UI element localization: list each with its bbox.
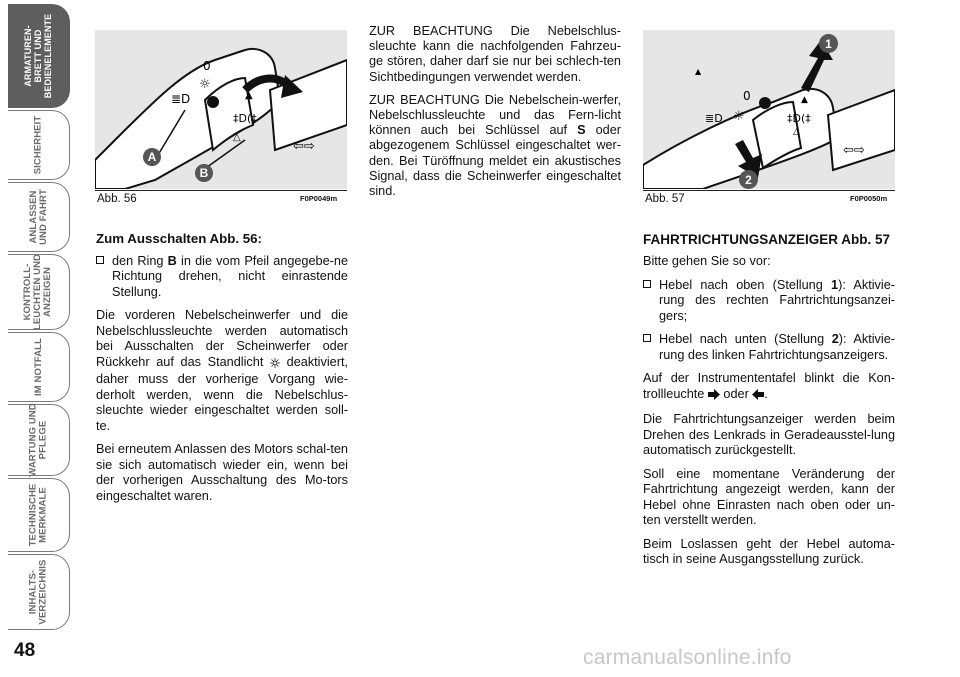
turn-signal-lever-illustration (643, 30, 895, 189)
tab-label: IM NOTFALL (32, 338, 44, 396)
svg-text:☼: ☼ (199, 77, 211, 92)
svg-text:△: △ (233, 132, 241, 143)
tab-label: KONTROLL- LEUCHTEN UND ANZEIGEN (22, 253, 54, 331)
svg-text:⇦⇨: ⇦⇨ (293, 139, 315, 154)
callout-a: A (143, 148, 161, 166)
left-arrow-icon (752, 389, 764, 405)
callout-2: 2 (739, 170, 758, 189)
svg-text:0: 0 (203, 59, 211, 73)
text-run: Die vorderen Nebelscheinwerfer und die Nebelschlussleuchte werden automatisch bei Ausschalten der Scheinwerfer oder Rückkehr auf das Standlicht (96, 308, 348, 369)
text-run: ): Aktivie-rung des rechten Fahrtrichtungsanzei-gers; (659, 277, 896, 323)
paragraph: Bei erneutem Anlassen des Motors schal-ten sie sich automatisch wieder ein, wenn bei der vorherigen Ausschaltung des Mo-tors eingeschaltet waren. (96, 442, 348, 503)
note-paragraph (369, 93, 621, 199)
column-middle (369, 24, 621, 207)
tab-label: SICHERHEIT (32, 115, 44, 175)
text-run: Auf der Instrumententafel blinkt die Kon-trollleuchte (643, 371, 895, 401)
figure-caption: Abb. 57 (645, 193, 685, 205)
tab-im-notfall[interactable] (8, 332, 70, 402)
section-heading: Zum Ausschalten Abb. 56: (96, 231, 262, 246)
svg-text:△: △ (793, 127, 800, 137)
text-run: oder (719, 386, 753, 401)
svg-text:‡D(‡: ‡D(‡ (787, 112, 811, 125)
tab-wartung[interactable] (8, 404, 70, 476)
svg-text:▲: ▲ (695, 67, 702, 76)
paragraph (643, 371, 895, 404)
section-heading: FAHRTRICHTUNGSANZEIGER Abb. 57 (643, 232, 891, 247)
list-item (643, 332, 895, 363)
key-position-label: S (577, 123, 586, 138)
svg-text:≣D: ≣D (705, 112, 723, 125)
text-run: in die vom Pfeil angegebe-ne Richtung drehen, nicht einrastende Stellung. (112, 253, 348, 299)
tab-kontrollleuchten[interactable] (8, 254, 70, 330)
figure-rule (643, 190, 895, 191)
figure-rule (95, 190, 347, 191)
svg-text:▲: ▲ (245, 90, 253, 101)
text-run: Hebel nach unten (Stellung (659, 332, 832, 346)
figure-abb-57 (643, 30, 895, 189)
tab-label: INHALTS- VERZEICHNIS (27, 559, 49, 625)
tab-technische-merkmale[interactable] (8, 478, 70, 552)
fog-light-lever-illustration (95, 30, 347, 189)
paragraph (96, 308, 348, 434)
figure-abb-56 (95, 30, 347, 189)
right-arrow-icon (708, 389, 720, 405)
note-paragraph: ZUR BEACHTUNG Die Nebelschlus-sleuchte kann die nachfolgenden Fahrzeu-ge stören, daher darf sie nur bei schlech-ten Sichtbedingungen verwendet werden. (369, 24, 621, 84)
text-run: Hebel nach oben (Stellung (659, 277, 832, 292)
column-left (96, 231, 348, 512)
list-item (96, 254, 348, 301)
tab-armaturenbrett[interactable] (8, 4, 70, 108)
text-run: ZUR BEACHTUNG Die Nebelschein-werfer, Nebelschlussleuchte und das Fern-licht können auch bei Schlüssel auf (369, 92, 621, 138)
text-run: oder abgezogenem Schlüssel eingeschaltet wer-den. Bei Türöffnung meldet ein akustisches Signal, dass die Scheinwerfer eingeschaltet sind. (369, 123, 621, 199)
tab-label: ANLASSEN UND FAHRT (27, 189, 49, 245)
paragraph: Beim Loslassen geht der Hebel automa-tisch in seine Ausgangsstellung zurück. (643, 536, 895, 566)
watermark: carmanualsonline.info (583, 646, 792, 669)
position-label: 2 (831, 332, 839, 346)
tab-label: WARTUNG UND PFLEGE (27, 403, 49, 477)
column-right (643, 231, 895, 576)
figure-code: F0P0050m (850, 194, 888, 203)
svg-text:0: 0 (743, 89, 751, 103)
list-item (643, 278, 895, 325)
text-run: den Ring (112, 253, 168, 268)
checkbox-bullet-icon (643, 280, 651, 288)
svg-text:‡D(‡: ‡D(‡ (233, 112, 257, 125)
callout-b: B (195, 164, 213, 182)
text-run: . (764, 386, 768, 401)
tab-anlassen[interactable] (8, 182, 70, 252)
tab-sicherheit[interactable] (8, 110, 70, 180)
text-run: ): Aktivie-rung des linken Fahrtrichtungsanzeigers. (659, 332, 895, 362)
checkbox-bullet-icon (96, 256, 104, 264)
paragraph: Die Fahrtrichtungsanzeiger werden beim Drehen des Lenkrads in Geradeausstel-lung automatisch zurückgestellt. (643, 412, 895, 457)
callout-1: 1 (819, 34, 838, 53)
paragraph: Soll eine momentane Veränderung der Fahrtrichtung angezeigt werden, kann der Hebel ohne Einrasten nach oben oder un-ten verstellt werden. (643, 466, 895, 527)
ring-label: B (167, 253, 177, 268)
page-number: 48 (14, 640, 36, 661)
parking-light-icon (270, 357, 280, 373)
figure-caption: Abb. 56 (97, 193, 137, 205)
svg-text:≣D: ≣D (171, 92, 191, 106)
svg-text:☼: ☼ (733, 109, 745, 124)
paragraph: Bitte gehen Sie so vor: (643, 254, 771, 268)
position-label: 1 (831, 277, 839, 292)
tab-label: TECHNISCHE MERKMALE (27, 483, 49, 547)
figure-code: F0P0049m (300, 194, 338, 203)
tab-inhaltsverzeichnis[interactable] (8, 554, 70, 630)
svg-text:▲: ▲ (801, 95, 808, 105)
text-run: deaktiviert, daher muss der vorherige Vorgang wie-derholt werden, wenn die Nebelschlus-sleuchte wieder eingeschaltet werden soll-te. (96, 354, 348, 433)
checkbox-bullet-icon (643, 334, 651, 342)
svg-text:⇦⇨: ⇦⇨ (843, 143, 865, 158)
tab-label: ARMATUREN- BRETT UND BEDIENELEMENTE (23, 13, 54, 99)
chapter-tabs (0, 0, 78, 640)
